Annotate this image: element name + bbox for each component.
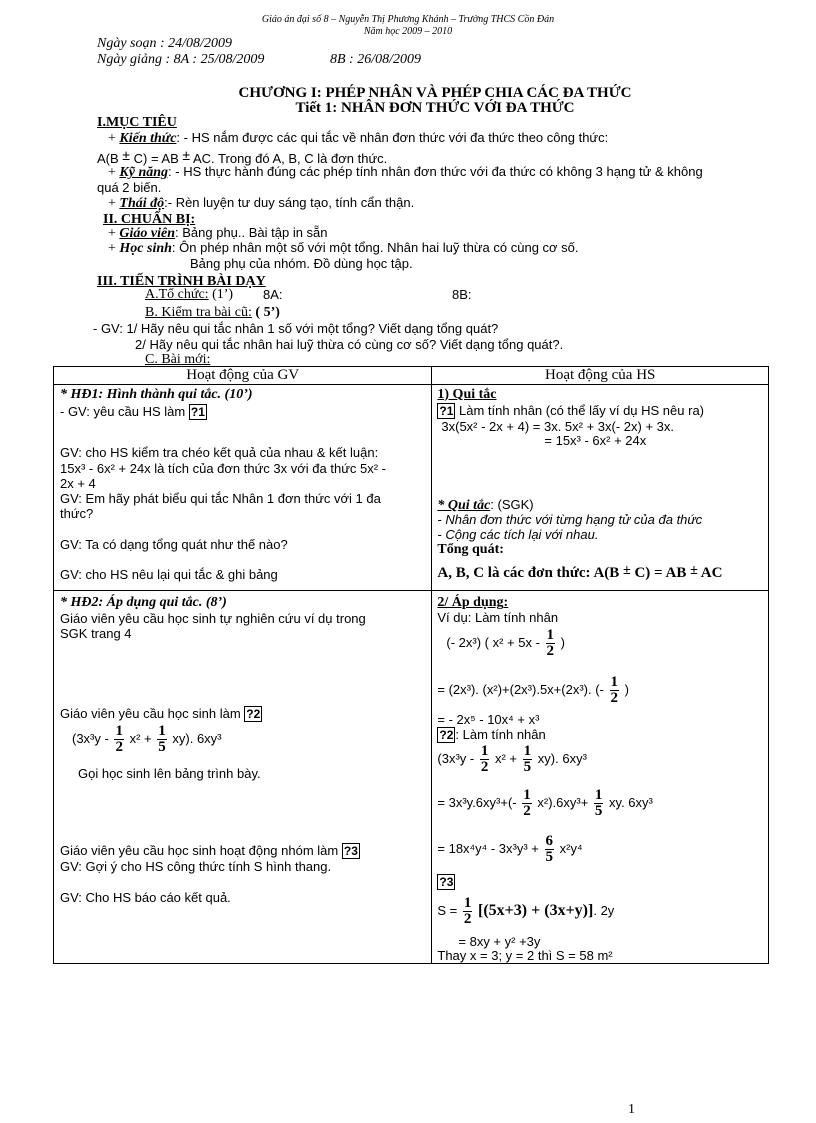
knowledge-label: Kiến thức — [119, 131, 177, 146]
fraction-denominator: 2 — [480, 759, 489, 775]
q2-label-text: : Làm tính nhân — [455, 727, 546, 742]
fraction-one-half — [610, 675, 620, 706]
fraction-numerator: 1 — [610, 674, 618, 690]
hd2-gv3 — [60, 706, 262, 722]
ex2-part-b: x² + — [129, 730, 152, 746]
fraction-denominator: 2 — [610, 690, 618, 706]
plus-minus-sign: ± — [623, 563, 631, 578]
question-box-1: ?1 — [190, 405, 205, 419]
hd1-hs1-text: Làm tính nhân (có thể lấy ví dụ HS nêu ra) — [459, 403, 704, 418]
general-formula-c: AC — [700, 565, 723, 581]
hd1-general-formula — [437, 563, 722, 582]
q2-step2-b: x²y⁴ — [559, 840, 583, 856]
fraction-denominator: 2 — [115, 739, 123, 755]
q3-bracket: [(5x+3) + (3x+y)] — [478, 901, 594, 919]
q2-expr-c: xy). 6xy³ — [537, 750, 587, 766]
lesson-title: Tiết 1: NHÂN ĐƠN THỨC VỚI ĐA THỨC — [295, 100, 575, 116]
hd1-hs3: = 15x³ - 6x² + 24x — [544, 433, 647, 448]
hd2-q3-final: Thay x = 3; y = 2 thì S = 58 m² — [437, 948, 613, 963]
hd2-q2-label — [437, 727, 545, 743]
fraction-numerator: 1 — [158, 723, 166, 739]
step-a-8a: 8A: — [263, 287, 283, 302]
page-header: Giáo án đại số 8 – Nguyễn Thị Phương Khánh – Trường THCS Cồn Đán — [261, 14, 555, 25]
fraction-one-half — [546, 628, 556, 659]
rule-source: : (SGK) — [490, 497, 534, 512]
q3-tail: . 2y — [593, 902, 615, 918]
objective-attitude: + Thái độ:- Rèn luyện tư duy sáng tạo, tính cẩn thận. — [108, 195, 415, 211]
question-box-2: ?2 — [246, 707, 261, 721]
activity-table — [53, 366, 769, 964]
step-a-time: (1’) — [212, 287, 234, 302]
hd1-gv8: GV: cho HS nêu lại qui tắc & ghi bảng — [60, 567, 278, 582]
hd2-title: * HĐ2: Áp dụng qui tắc. (8’) — [60, 595, 227, 610]
skill-label: Kỹ năng — [119, 165, 169, 180]
hd1-gv6: thức? — [60, 506, 94, 521]
student-text: : Ôn phép nhân một số với một tổng. Nhân hai luỹ thừa có cùng cơ số. — [171, 240, 579, 255]
step-a — [145, 287, 233, 303]
fraction-numerator: 1 — [523, 787, 531, 803]
hd1-hs2: 3x(5x² - 2x + 4) = 3x. 5x² + 3x(- 2x) + 3x. — [441, 419, 675, 434]
q2-step1-b: x²).6xy³+ — [537, 794, 589, 810]
page-header-year: Năm học 2009 – 2010 — [363, 26, 453, 37]
hd2-q2-step2 — [437, 834, 582, 865]
hd2-gv7: GV: Cho HS báo cáo kết quả. — [60, 890, 231, 905]
hd2-gv5 — [60, 843, 360, 859]
table-header-row — [54, 367, 769, 385]
attitude-label: Thái độ — [119, 196, 165, 211]
hd2-example-step1 — [437, 675, 629, 706]
general-formula-b: C) = AB — [634, 565, 687, 581]
question-box-1-answer: ?1 — [439, 404, 454, 418]
knowledge-text: : - HS nắm được các qui tắc về nhân đơn thức với đa thức theo công thức: — [176, 130, 609, 145]
hd2-student-cell — [432, 591, 769, 964]
review-question-2: 2/ Hãy nêu qui tắc nhân hai luỹ thừa có cùng cơ số? Viết dạng tổng quát?. — [135, 337, 564, 352]
rule-label: * Qui tắc — [437, 498, 491, 513]
example-expr-b: ) — [560, 634, 566, 650]
fraction-denominator: 2 — [523, 803, 531, 819]
q2-expr-a: (3x³y - — [437, 750, 475, 766]
attitude-text: :- Rèn luyện tư duy sáng tạo, tính cẩn thận. — [164, 195, 415, 210]
date-soan: Ngày soạn : 24/08/2009 — [97, 36, 232, 51]
fraction-one-half — [522, 788, 532, 819]
fraction-one-half — [463, 896, 473, 927]
plus-minus-sign: ± — [690, 563, 698, 578]
hd2-example-step2: = - 2x⁵ - 10x⁴ + x³ — [437, 712, 540, 727]
question-box-3-answer: ?3 — [439, 875, 454, 889]
fraction-six-fifths — [545, 834, 555, 865]
ex2-part-c: xy). 6xy³ — [172, 730, 222, 746]
fraction-numerator: 1 — [546, 627, 555, 643]
q2-expr-b: x² + — [494, 750, 518, 766]
formula-part-c: AC. Trong đó A, B, C là đơn thức. — [193, 151, 388, 166]
hd2-q3-formula — [437, 896, 614, 927]
hd1-rule-2: - Cộng các tích lại với nhau. — [437, 527, 599, 542]
hd1-gv3: 15x³ - 6x² + 24x là tích của đơn thức 3x với đa thức 5x² - — [60, 461, 387, 476]
plus-minus-sign: ± — [122, 147, 130, 163]
chapter-title: CHƯƠNG I: PHÉP NHÂN VÀ PHÉP CHIA CÁC ĐA THỨC — [238, 85, 632, 101]
q2-step1-a: = 3x³y.6xy³+(- — [437, 794, 517, 810]
col-header-student: Hoạt động của HS — [432, 367, 769, 385]
hd2-hs-heading-colon: : — [503, 595, 509, 610]
example-step1-a: = (2x³). (x²)+(2x³).5x+(2x³). (- — [437, 681, 604, 697]
table-row-hd2 — [54, 591, 769, 964]
ex2-part-a: (3x³y - — [72, 730, 109, 746]
hd1-gv1 — [60, 404, 207, 420]
hd1-gv2: GV: cho HS kiểm tra chéo kết quả của nhau & kết luận: — [60, 445, 379, 460]
hd1-general-label: Tổng quát: — [437, 542, 504, 557]
fraction-one-fifth — [594, 788, 604, 819]
hd2-gv4: Gọi học sinh lên bảng trình bày. — [78, 766, 261, 781]
student-label: Học sinh — [119, 241, 172, 256]
fraction-denominator: 2 — [463, 911, 472, 927]
table-row-hd1 — [54, 385, 769, 591]
review-question-1: - GV: 1/ Hãy nêu qui tắc nhân 1 số với một tổng? Viết dạng tổng quát? — [93, 321, 499, 336]
plus-minus-sign: ± — [182, 147, 191, 163]
step-a-8b: 8B: — [452, 287, 472, 302]
general-formula-a: A, B, C là các đơn thức: A(B — [437, 565, 620, 581]
fraction-one-fifth — [523, 744, 533, 775]
hd1-rule-1: - Nhân đơn thức với từng hạng tử của đa thức — [437, 512, 703, 527]
fraction-denominator: 2 — [546, 643, 555, 659]
hd2-gv5-text: Giáo viên yêu cầu học sinh hoạt động nhóm làm — [60, 843, 339, 858]
skill-text: : - HS thực hành đúng các phép tính nhân đơn thức với đa thức có không 3 hạng tử & không — [168, 164, 703, 179]
hd2-example-expr — [446, 628, 565, 659]
hd2-hs-heading-text: 2/ Áp dụng — [437, 595, 504, 610]
step-b — [145, 305, 280, 321]
q2-step1-c: xy. 6xy³ — [609, 794, 653, 810]
hd2-q2-step1 — [437, 788, 652, 819]
fraction-denominator: 5 — [545, 849, 553, 865]
hd1-gv4: 2x + 4 — [60, 476, 96, 491]
hd1-hs-heading: 1) Qui tắc — [437, 387, 497, 402]
fraction-one-fifth — [157, 724, 167, 755]
teacher-text: : Bảng phụ.. Bài tập in sẵn — [175, 225, 328, 240]
teacher-label: Giáo viên — [119, 226, 176, 241]
fraction-denominator: 5 — [594, 803, 603, 819]
fraction-one-half — [480, 744, 490, 775]
hd2-gv6: GV: Gợi ý cho HS công thức tính S hình thang. — [60, 859, 332, 874]
hd1-gv5: GV: Em hãy phát biểu qui tắc Nhân 1 đơn thức với 1 đa — [60, 491, 381, 506]
fraction-denominator: 5 — [158, 739, 166, 755]
hd2-example: Ví dụ: Làm tính nhân — [437, 610, 559, 625]
prep-student: + Học sinh: Ôn phép nhân một số với một tổng. Nhân hai luỹ thừa có cùng cơ số. — [108, 240, 579, 256]
hd2-gv1: Giáo viên yêu cầu học sinh tự nghiên cứu ví dụ trong — [60, 611, 366, 626]
fraction-numerator: 1 — [480, 743, 489, 759]
date-giang-8b: 8B : 26/08/2009 — [330, 52, 421, 67]
col-header-teacher: Hoạt động của GV — [54, 367, 432, 385]
hd2-gv3-text: Giáo viên yêu cầu học sinh làm — [60, 706, 241, 721]
hd1-gv7: GV: Ta có dạng tổng quát như thế nào? — [60, 537, 288, 552]
hd2-q3-label — [437, 874, 455, 891]
q2-step2-a: = 18x⁴y⁴ - 3x³y³ + — [437, 840, 539, 856]
page-number: 1 — [628, 1102, 635, 1117]
question-box-2-answer: ?2 — [439, 728, 454, 742]
hd2-hs-heading — [437, 595, 508, 611]
fraction-numerator: 6 — [545, 833, 553, 849]
fraction-one-half — [114, 724, 124, 755]
skill-text-cont: quá 2 biến. — [97, 180, 162, 195]
step-c: C. Bài mới: — [145, 352, 211, 367]
question-box-3: ?3 — [343, 844, 358, 858]
hd1-student-cell — [432, 385, 769, 591]
fraction-numerator: 1 — [463, 895, 472, 911]
step-b-time: ( 5’) — [255, 305, 280, 320]
section-objectives-heading: I.MỤC TIÊU — [97, 115, 177, 130]
fraction-numerator: 1 — [594, 787, 603, 803]
hd2-q3-step: = 8xy + y² +3y — [458, 934, 541, 949]
example-expr-a: (- 2x³) ( x² + 5x - — [446, 634, 540, 650]
step-a-label: A.Tổ chức: — [145, 287, 209, 302]
q3-s: S = — [437, 902, 458, 918]
hd1-hs1 — [437, 403, 704, 419]
student-text-cont: Bảng phụ của nhóm. Đồ dùng học tập. — [190, 256, 413, 271]
section-process-heading: III. TIẾN TRÌNH BÀI DẠY — [97, 274, 266, 289]
step-b-label: B. Kiểm tra bài cũ: — [145, 305, 252, 320]
example-step1-b: ) — [624, 681, 629, 697]
fraction-denominator: 5 — [523, 759, 532, 775]
formula-part-b: C) = AB — [133, 151, 179, 166]
hd2-q2-expr — [437, 744, 587, 775]
hd2-gv2: SGK trang 4 — [60, 626, 132, 641]
formula-part-a: A(B — [97, 151, 119, 166]
fraction-numerator: 1 — [523, 743, 532, 759]
hd1-gv1-text: - GV: yêu cầu HS làm — [60, 404, 186, 419]
fraction-numerator: 1 — [115, 723, 123, 739]
hd1-teacher-cell — [54, 385, 432, 591]
hd1-title: * HĐ1: Hình thành qui tắc. (10’) — [60, 387, 253, 402]
objective-knowledge: + Kiến thức: - HS nắm được các qui tắc về nhân đơn thức với đa thức theo công thức: — [108, 130, 609, 146]
hd2-teacher-cell — [54, 591, 432, 964]
prep-teacher: + Giáo viên: Bảng phụ.. Bài tập in sẵn — [108, 225, 328, 241]
date-giang-8a: Ngày giảng : 8A : 25/08/2009 — [97, 52, 265, 67]
hd2-ex2 — [72, 724, 222, 755]
objective-skill: + Kỹ năng: - HS thực hành đúng các phép tính nhân đơn thức với đa thức có không 3 hạng tử & không — [108, 164, 703, 180]
section-prep-heading: II. CHUẨN BỊ: — [103, 212, 196, 227]
